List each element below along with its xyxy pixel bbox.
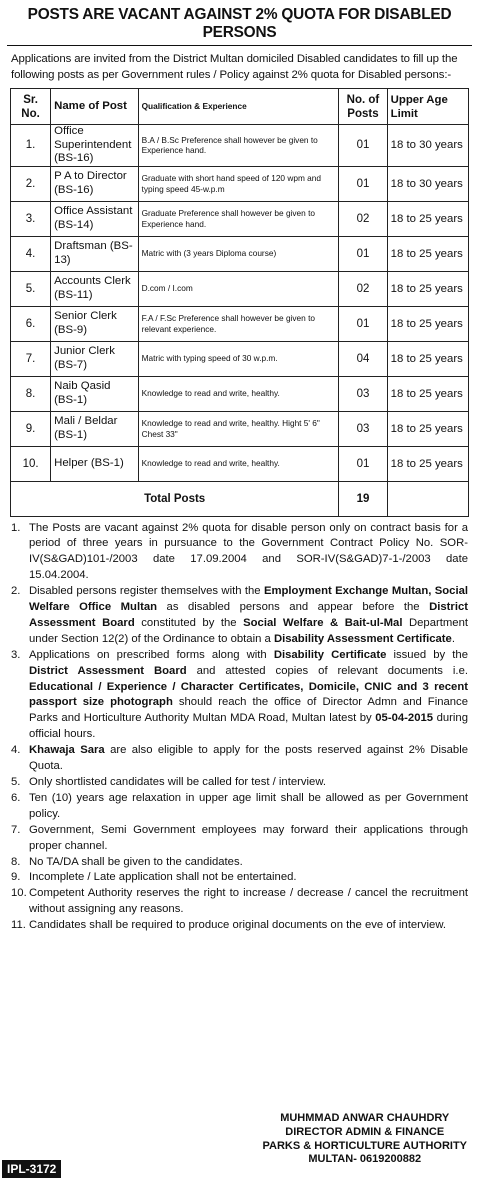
cell-age-limit: 18 to 30 years (387, 125, 468, 167)
note-item (11, 648, 468, 743)
signatory-designation: DIRECTOR ADMIN & FINANCE (285, 1125, 445, 1138)
table-row (11, 166, 469, 201)
note-text-segment: constituted by the (134, 616, 244, 629)
note-number: 2. (11, 585, 21, 598)
cell-post-name: Accounts Clerk (BS-11) (51, 271, 138, 306)
cell-sr-no: 8. (11, 376, 51, 411)
notes-list (11, 521, 468, 935)
cell-post-name: Helper (BS-1) (51, 446, 138, 481)
note-text-segment: . (451, 632, 455, 645)
note-number: 6. (11, 791, 21, 804)
note-text-segment: The Posts are vacant against 2% quota for disable person only on contract basis for a period of three years in pursuance to the Government Contract Policy No. SOR-IV(S&GAD)101-/2003 date 17.09.2004 and SOR-IV(S&GAD)7-1-/2003 date 15.04.2004. (29, 521, 468, 582)
note-number: 4. (11, 744, 21, 757)
note-number: 7. (11, 823, 21, 836)
cell-qualification: Knowledge to read and write, healthy. (138, 446, 339, 481)
cell-no-of-posts: 01 (339, 446, 387, 481)
cell-sr-no: 7. (11, 341, 51, 376)
cell-sr-no: 5. (11, 271, 51, 306)
table-body (11, 125, 469, 482)
note-text-segment: should reach the office of Director Admn and Finance Parks and Horticulture Authority Multan MDA Road, Multan latest by (29, 696, 468, 725)
note-text-segment: and attested copies of relevant documents i.e. (186, 664, 468, 677)
cell-qualification: B.A / B.Sc Preference shall however be given to Experience hand. (138, 125, 339, 167)
vacancy-table (10, 88, 469, 517)
note-text-bold: Disability Assessment Certificate (273, 632, 452, 645)
page-title: POSTS ARE VACANT AGAINST 2% QUOTA FOR DISABLED PERSONS (7, 6, 472, 46)
cell-age-limit: 18 to 25 years (387, 341, 468, 376)
cell-qualification: Graduate Preference shall however be given to Experience hand. (138, 201, 339, 236)
note-text-segment: No TA/DA shall be given to the candidates. (29, 855, 243, 868)
note-text (29, 775, 468, 791)
cell-age-limit: 18 to 25 years (387, 236, 468, 271)
note-text-segment: as disabled persons and appear before the (157, 601, 430, 614)
table-row (11, 411, 469, 446)
cell-no-of-posts: 01 (339, 166, 387, 201)
note-text-segment: Government, Semi Government employees may forward their applications through proper channel. (29, 823, 468, 852)
note-text-segment: Candidates shall be required to produce original documents on the eve of interview. (29, 919, 446, 932)
note-item (11, 584, 468, 648)
cell-no-of-posts: 01 (339, 236, 387, 271)
note-text-segment: Department under Section 12(2) of the Ordinance to obtain a (29, 616, 469, 645)
cell-qualification: F.A / F.Sc Preference shall however be given to relevant experience. (138, 306, 339, 341)
table-row (11, 376, 469, 411)
cell-sr-no: 9. (11, 411, 51, 446)
table-row (11, 201, 469, 236)
note-item (11, 918, 468, 934)
ipl-badge: IPL-3172 (2, 1160, 61, 1178)
note-number: 10. (11, 887, 27, 900)
header-upper-age-limit: Upper Age Limit (387, 89, 468, 125)
cell-age-limit: 18 to 30 years (387, 166, 468, 201)
note-number: 5. (11, 776, 21, 788)
cell-post-name: P A to Director (BS-16) (51, 166, 138, 201)
note-text-bold: Disability Certificate (273, 648, 387, 661)
note-text-bold: Khawaja Sara (29, 744, 105, 757)
table-row (11, 271, 469, 306)
note-text (29, 870, 468, 886)
signatory-organization: PARKS & HORTICULTURE AUTHORITY (262, 1139, 467, 1152)
note-number: 3. (11, 648, 21, 661)
note-item (11, 823, 468, 855)
total-row (11, 481, 469, 516)
cell-post-name: Office Superintendent (BS-16) (51, 125, 138, 167)
cell-qualification: Knowledge to read and write, healthy. (138, 376, 339, 411)
cell-sr-no: 6. (11, 306, 51, 341)
signatory-name: MUHMMAD ANWAR CHAUHDRY (280, 1112, 450, 1124)
note-text-bold: District Assessment Board (29, 664, 187, 677)
note-text (29, 855, 468, 871)
note-number: 9. (11, 871, 21, 884)
header-name-of-post: Name of Post (51, 89, 138, 125)
note-text-segment: Applications on prescribed forms along with (29, 648, 274, 661)
total-posts-value: 19 (339, 481, 387, 516)
total-row-empty-cell (387, 481, 468, 516)
note-item (11, 521, 468, 585)
note-text (29, 791, 468, 823)
note-item (11, 775, 468, 791)
note-number: 1. (11, 521, 21, 534)
note-text-segment: are also eligible to apply for the posts reserved against 2% Disable Quota. (29, 744, 468, 773)
total-posts-label: Total Posts (11, 481, 339, 516)
note-text (29, 521, 468, 585)
cell-qualification: Knowledge to read and write, healthy. Hight 5' 6" Chest 33" (138, 411, 339, 446)
cell-no-of-posts: 01 (339, 306, 387, 341)
cell-sr-no: 10. (11, 446, 51, 481)
note-item (11, 743, 468, 775)
note-text-bold: Social Welfare & Bait-ul-Mal (243, 616, 403, 629)
note-text (29, 648, 468, 743)
note-text-segment: Ten (10) years age relaxation in upper age limit shall be allowed as per Government policy. (29, 791, 468, 820)
table-row (11, 446, 469, 481)
cell-no-of-posts: 03 (339, 376, 387, 411)
cell-sr-no: 1. (11, 125, 51, 167)
note-number: 11. (11, 919, 26, 932)
note-text (29, 918, 468, 934)
note-text-segment: Competent Authority reserves the right to increase / decrease / cancel the recruitment without assigning any reasons. (29, 887, 468, 916)
intro-paragraph: Applications are invited from the District Multan domiciled Disabled candidates to fill up the following posts as per Government rules / Policy against 2% quota for Disabled persons:- (11, 53, 458, 81)
table-row (11, 341, 469, 376)
note-text-bold: 05-04-2015 (375, 712, 434, 725)
cell-no-of-posts: 02 (339, 201, 387, 236)
note-item (11, 791, 468, 823)
cell-no-of-posts: 03 (339, 411, 387, 446)
note-item (11, 870, 468, 886)
note-text (29, 584, 468, 648)
table-row (11, 306, 469, 341)
note-text-bold: District Assessment Board (29, 601, 469, 629)
note-text-segment: issued by the (386, 648, 468, 661)
cell-post-name: Mali / Beldar (BS-1) (51, 411, 138, 446)
header-qualification: Qualification & Experience (138, 89, 339, 125)
cell-qualification: Matric with typing speed of 30 w.p.m. (138, 341, 339, 376)
cell-post-name: Draftsman (BS-13) (51, 236, 138, 271)
note-text-segment: during official hours. (29, 712, 468, 741)
note-text (29, 823, 468, 855)
cell-qualification: Matric with (3 years Diploma course) (138, 236, 339, 271)
note-text-bold: Educational / Experience / Character Certificates, Domicile, CNIC and 3 recent passport size photograph (29, 680, 468, 709)
note-item (11, 855, 468, 871)
cell-sr-no: 2. (11, 166, 51, 201)
note-text (29, 743, 468, 775)
cell-age-limit: 18 to 25 years (387, 376, 468, 411)
cell-age-limit: 18 to 25 years (387, 271, 468, 306)
signature-block (262, 1112, 467, 1167)
note-text-bold: Employment Exchange Multan, Social Welfare Office Multan (29, 585, 469, 614)
cell-no-of-posts: 01 (339, 125, 387, 167)
note-text (29, 886, 468, 918)
cell-age-limit: 18 to 25 years (387, 411, 468, 446)
cell-qualification: D.com / I.com (138, 271, 339, 306)
cell-age-limit: 18 to 25 years (387, 446, 468, 481)
header-sr-no: Sr. No. (11, 89, 51, 125)
cell-post-name: Senior Clerk (BS-9) (51, 306, 138, 341)
cell-post-name: Office Assistant (BS-14) (51, 201, 138, 236)
cell-age-limit: 18 to 25 years (387, 201, 468, 236)
table-header-row (11, 89, 469, 125)
table-row (11, 125, 469, 167)
table-row (11, 236, 469, 271)
cell-sr-no: 3. (11, 201, 51, 236)
note-number: 8. (11, 855, 21, 868)
cell-age-limit: 18 to 25 years (387, 306, 468, 341)
note-item (11, 886, 468, 918)
signatory-contact: MULTAN- 0619200882 (308, 1153, 422, 1166)
cell-sr-no: 4. (11, 236, 51, 271)
cell-post-name: Junior Clerk (BS-7) (51, 341, 138, 376)
note-text-segment: Disabled persons register themselves with the (29, 585, 264, 598)
note-text-segment: Incomplete / Late application shall not be entertained. (29, 871, 297, 884)
cell-no-of-posts: 02 (339, 271, 387, 306)
note-text-segment: Only shortlisted candidates will be called for test / interview. (29, 776, 326, 788)
header-no-of-posts: No. of Posts (339, 89, 387, 125)
cell-qualification: Graduate with short hand speed of 120 wpm and typing speed 45-w.p.m (138, 166, 339, 201)
cell-post-name: Naib Qasid (BS-1) (51, 376, 138, 411)
cell-no-of-posts: 04 (339, 341, 387, 376)
